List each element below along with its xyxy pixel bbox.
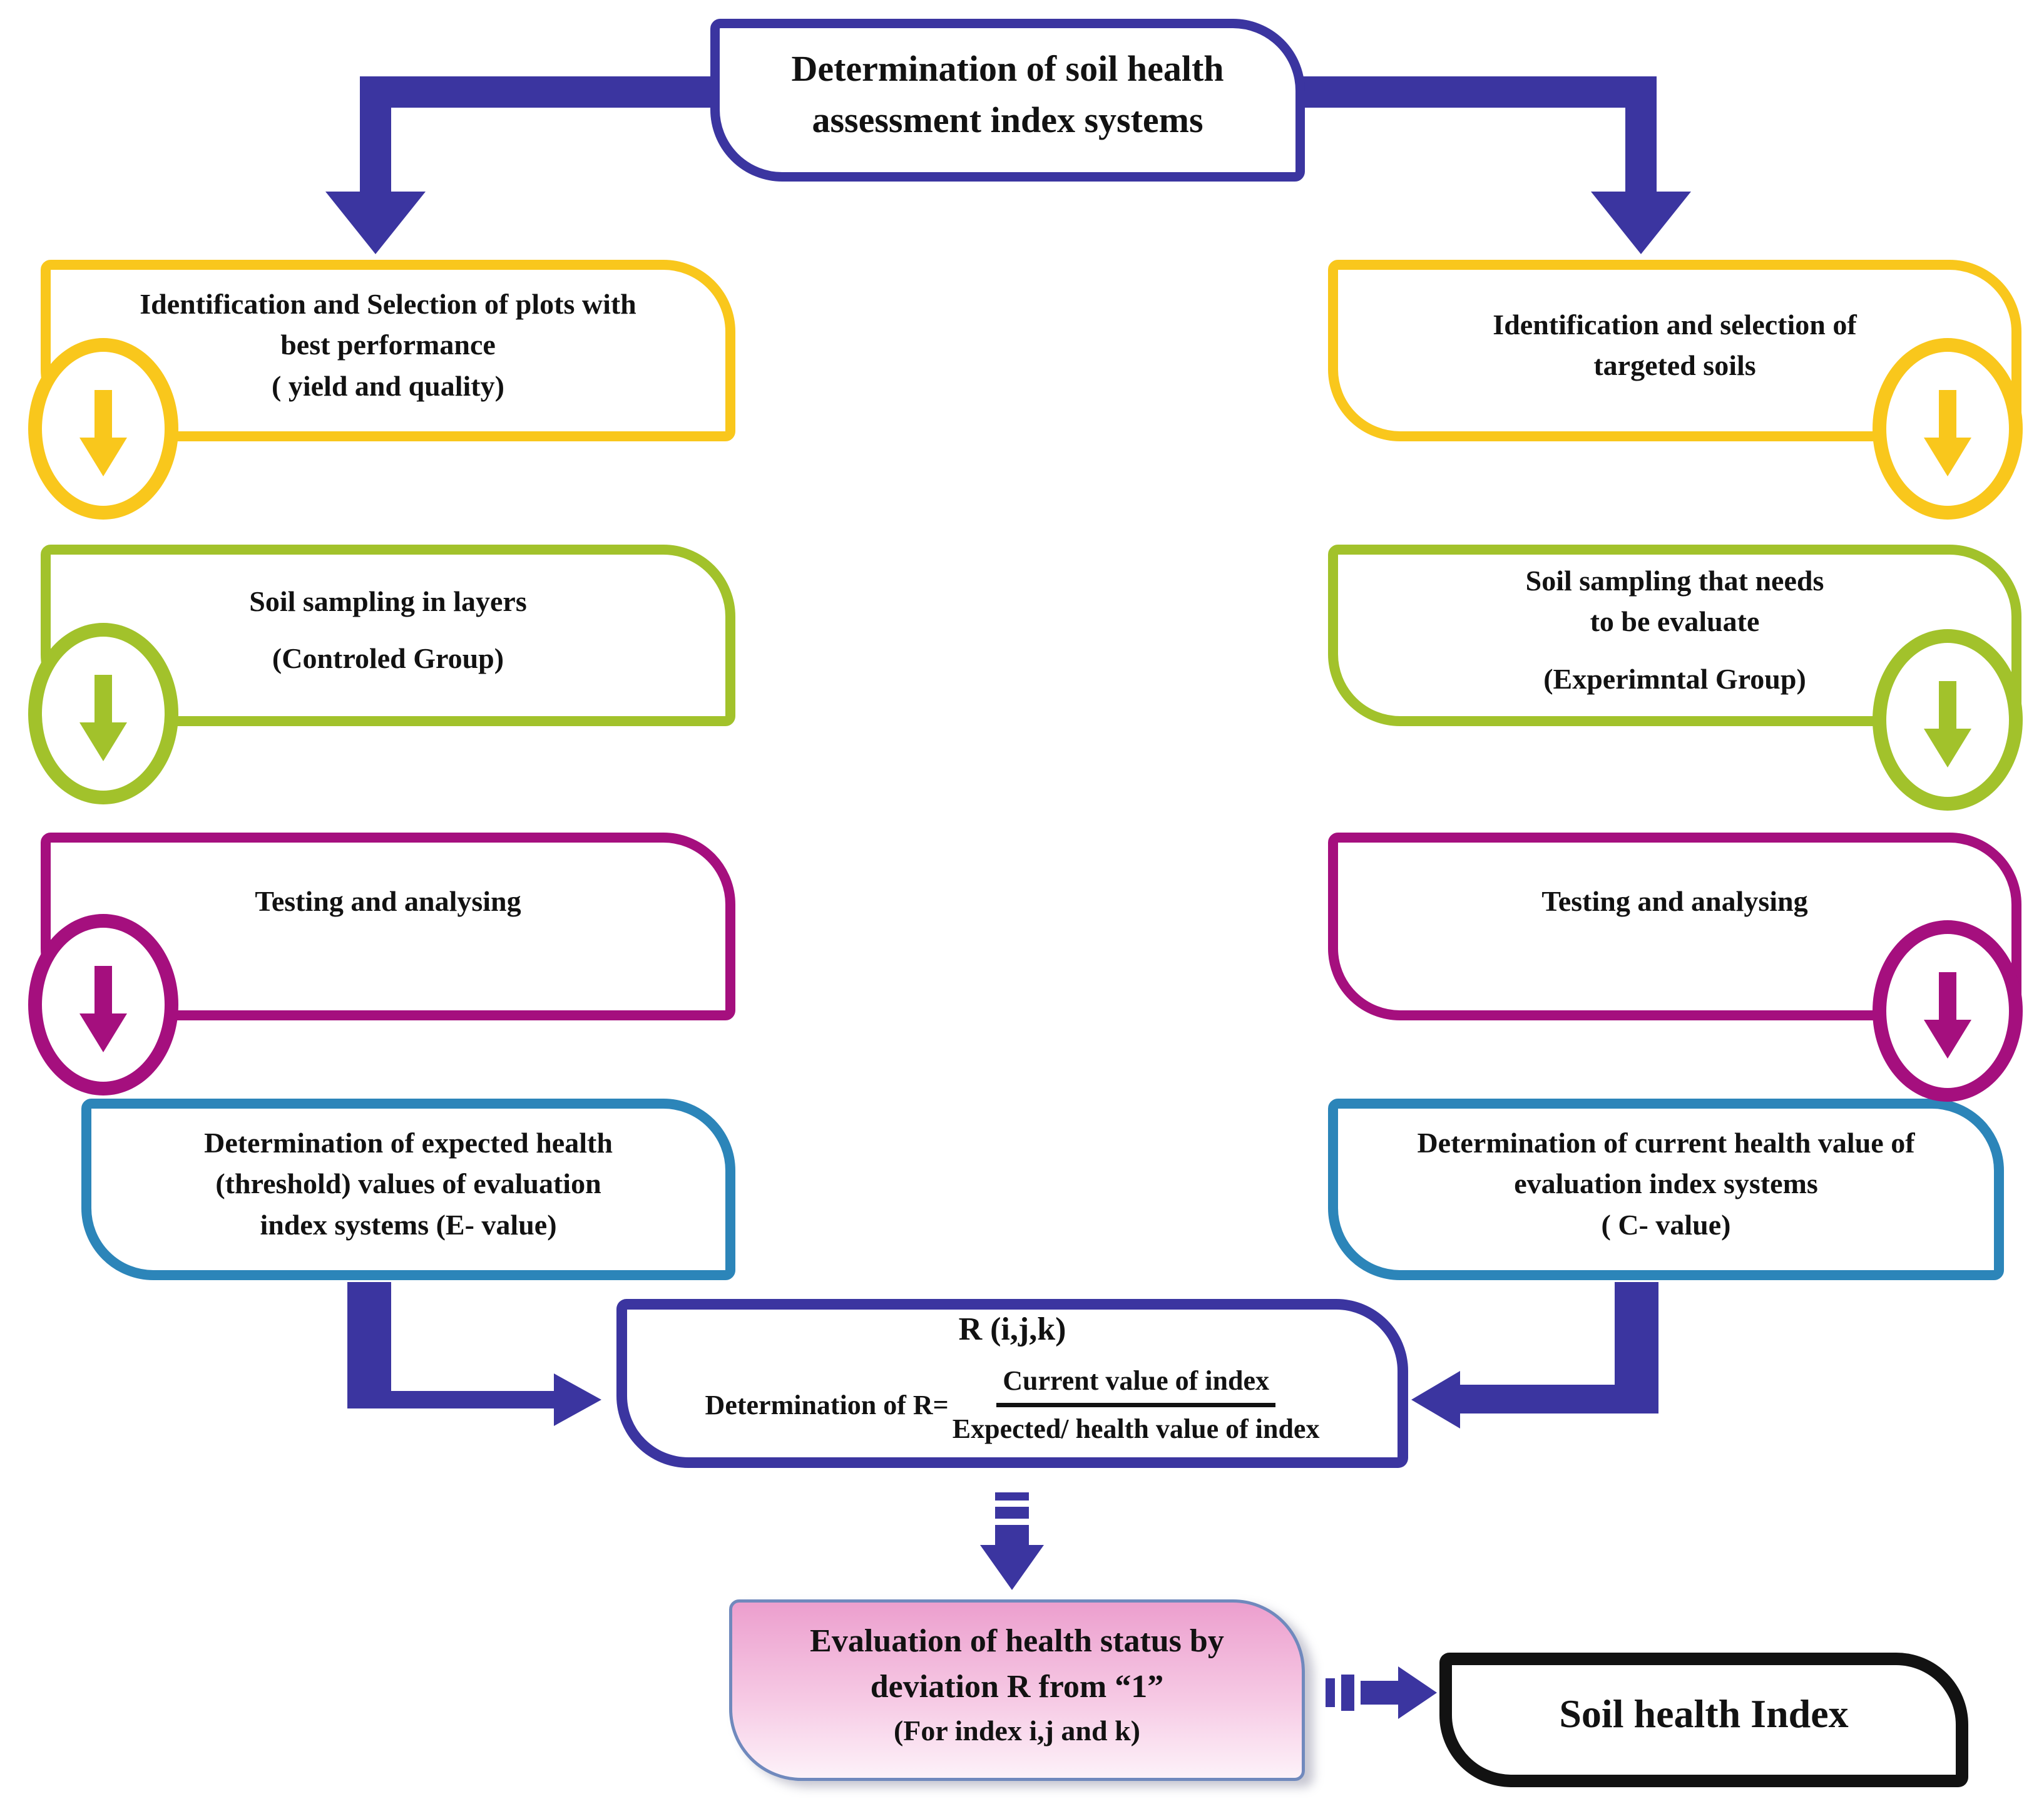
node-text-line: Determination of soil health [791, 48, 1224, 89]
node-text-line: (Controled Group) [272, 642, 504, 674]
elbow-arrow-vertical-segment [1625, 76, 1657, 194]
elbow-arrow-horizontal-segment [347, 1391, 555, 1408]
down-arrow-icon [79, 675, 127, 761]
arrow-head [1924, 729, 1971, 767]
stripe [995, 1492, 1029, 1501]
formula-row [705, 1362, 1320, 1449]
node-evaluation-health-status [729, 1599, 1305, 1781]
node-text-line: (threshold) values of evaluation [215, 1167, 601, 1200]
arrow-shaft [1939, 681, 1956, 729]
arrow-head [79, 1013, 127, 1052]
fraction-denominator: Expected/ health value of index [952, 1413, 1320, 1445]
node-title-determination [710, 19, 1305, 182]
node-r-formula [616, 1299, 1408, 1468]
arrow-head [1924, 438, 1971, 476]
arrow-shaft [1939, 972, 1956, 1020]
arrow-shaft [1939, 390, 1956, 438]
node-text-line: targeted soils [1593, 349, 1756, 381]
node-text-line: Determination of expected health [204, 1127, 613, 1159]
arrow-shaft [95, 966, 112, 1013]
arrow-shaft [1361, 1681, 1399, 1705]
down-arrow-icon [1924, 390, 1971, 476]
arrow-shaft [995, 1525, 1029, 1546]
elbow-arrow-horizontal-segment [360, 76, 713, 108]
node-text-line: index systems (E- value) [260, 1208, 557, 1241]
node-text-line: ( C- value) [1601, 1208, 1731, 1241]
node-text-line: (Experimntal Group) [1543, 662, 1806, 695]
down-arrow-icon [1924, 972, 1971, 1059]
node-text-line: Identification and Selection of plots with [140, 288, 636, 321]
node-text-line: Soil sampling in layers [249, 585, 527, 617]
node-text-line: best performance [280, 329, 496, 361]
node-text-line: ( yield and quality) [272, 369, 504, 402]
step-badge [28, 338, 178, 520]
down-arrowhead-icon [980, 1545, 1044, 1590]
node-text-line: evaluation index systems [1514, 1167, 1818, 1200]
node-text-line: (For index i,j and k) [893, 1715, 1141, 1747]
down-arrow-icon [79, 966, 127, 1052]
down-arrowhead-icon [1591, 192, 1691, 254]
arrow-head [79, 722, 127, 761]
down-arrow-icon [79, 390, 127, 476]
stripe [1341, 1675, 1354, 1711]
elbow-arrow-vertical-segment [360, 76, 391, 194]
step-badge [28, 623, 178, 804]
down-arrowhead-icon [325, 192, 426, 254]
left-arrowhead-icon [1411, 1371, 1460, 1429]
arrow-head [1924, 1020, 1971, 1059]
right-arrowhead-icon [554, 1373, 601, 1426]
arrow-head [79, 438, 127, 476]
right-arrowhead-icon [1398, 1666, 1437, 1719]
node-text-line: Determination of current health value of [1417, 1127, 1915, 1159]
node-text-line: Testing and analysing [1541, 885, 1808, 918]
node-text-line: to be evaluate [1590, 605, 1760, 638]
formula-title: R (i,j,k) [958, 1311, 1066, 1348]
node-text-line: Testing and analysing [255, 885, 521, 918]
fraction-numerator: Current value of index [996, 1362, 1275, 1407]
node-text-line: Identification and selection of [1493, 308, 1857, 341]
arrow-shaft [95, 675, 112, 722]
stripe [1326, 1678, 1335, 1707]
node-text-line: Evaluation of health status by [810, 1623, 1224, 1659]
node-soil-health-index [1439, 1653, 1968, 1787]
elbow-arrow-horizontal-segment [1460, 1385, 1658, 1413]
step-badge [1873, 920, 2023, 1102]
node-text-line: deviation R from “1” [870, 1669, 1164, 1705]
arrow-shaft [95, 390, 112, 438]
stripe [995, 1507, 1029, 1519]
step-badge [1873, 338, 2023, 520]
node-expected-e-value [81, 1099, 735, 1280]
step-badge [1873, 629, 2023, 811]
formula-prefix: Determination of R= [705, 1389, 949, 1420]
node-current-c-value [1328, 1099, 2004, 1280]
step-badge [28, 914, 178, 1095]
node-text-line: Soil sampling that needs [1525, 565, 1824, 597]
elbow-arrow-vertical-segment [347, 1282, 391, 1396]
node-text-line: assessment index systems [812, 100, 1203, 140]
node-text-line: Soil health Index [1559, 1691, 1849, 1737]
formula-fraction [953, 1362, 1320, 1449]
down-arrow-icon [1924, 681, 1971, 767]
elbow-arrow-horizontal-segment [1303, 76, 1657, 108]
